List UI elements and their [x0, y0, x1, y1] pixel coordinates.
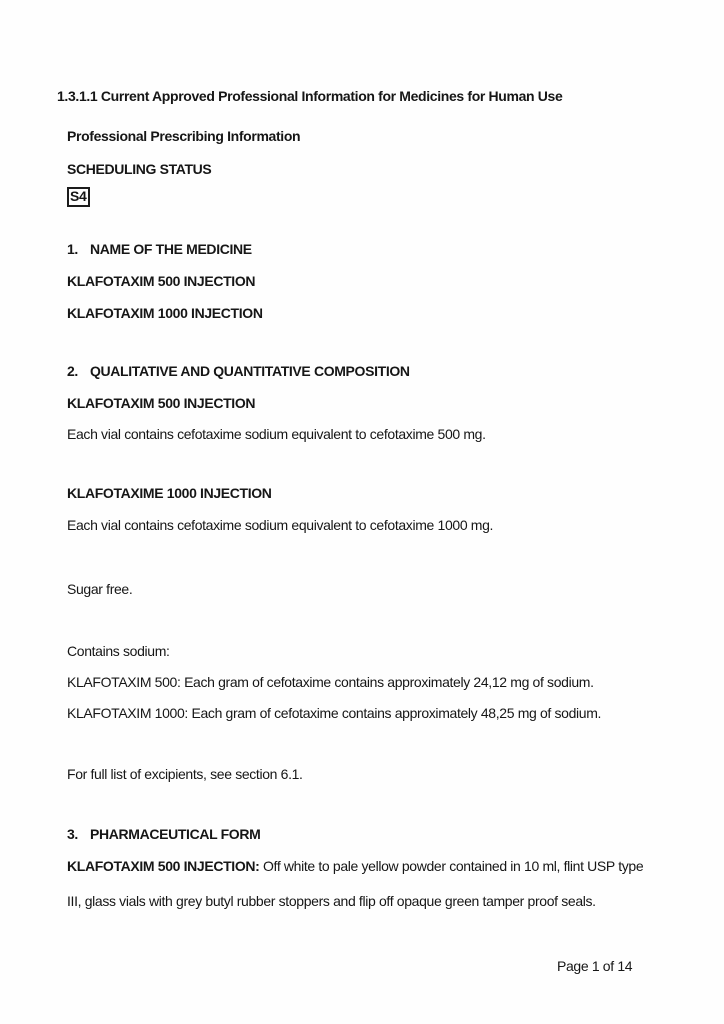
- section-1-product-500: KLAFOTAXIM 500 INJECTION: [67, 273, 256, 289]
- prescribing-information-heading: Professional Prescribing Information: [67, 128, 301, 144]
- section-1-heading: [67, 241, 252, 258]
- section-2-number: 2.: [67, 363, 78, 379]
- scheduling-status-heading: SCHEDULING STATUS: [67, 161, 212, 177]
- section-2-product-1000-heading: KLAFOTAXIME 1000 INJECTION: [67, 485, 272, 501]
- document-header: 1.3.1.1 Current Approved Professional Information for Medicines for Human Use: [57, 88, 563, 104]
- section-2-heading: [67, 363, 410, 380]
- sodium-content-1000: KLAFOTAXIM 1000: Each gram of cefotaxime contains approximately 48,25 mg of sodium.: [67, 705, 602, 721]
- section-2-product-500-description: Each vial contains cefotaxime sodium equivalent to cefotaxime 500 mg.: [67, 426, 486, 442]
- section-2-product-500-heading: KLAFOTAXIM 500 INJECTION: [67, 395, 256, 411]
- section-3-number: 3.: [67, 826, 78, 842]
- section-3-body: [67, 849, 643, 919]
- section-2-product-1000-description: Each vial contains cefotaxime sodium equivalent to cefotaxime 1000 mg.: [67, 517, 494, 533]
- excipients-note: For full list of excipients, see section 6.1.: [67, 766, 303, 782]
- section-3-title: PHARMACEUTICAL FORM: [90, 826, 261, 842]
- section-1-product-1000: KLAFOTAXIM 1000 INJECTION: [67, 305, 263, 321]
- section-3-body-lead: KLAFOTAXIM 500 INJECTION:: [67, 858, 260, 874]
- section-3-body-line2: III, glass vials with grey butyl rubber stoppers and flip off opaque green tamper proof seals.: [67, 893, 596, 909]
- page-number: Page 1 of 14: [557, 958, 633, 974]
- scheduling-status-row: [67, 187, 90, 207]
- contains-sodium-label: Contains sodium:: [67, 643, 170, 659]
- scheduling-status-badge: S4: [67, 187, 90, 207]
- section-2-title: QUALITATIVE AND QUANTITATIVE COMPOSITION: [90, 363, 410, 379]
- sodium-content-500: KLAFOTAXIM 500: Each gram of cefotaxime contains approximately 24,12 mg of sodium.: [67, 674, 594, 690]
- section-1-number: 1.: [67, 241, 78, 257]
- section-1-title: NAME OF THE MEDICINE: [90, 241, 252, 257]
- section-3-body-line1: Off white to pale yellow powder contained in 10 ml, flint USP type: [259, 858, 644, 874]
- sugar-free-note: Sugar free.: [67, 581, 133, 597]
- section-3-heading: [67, 826, 260, 843]
